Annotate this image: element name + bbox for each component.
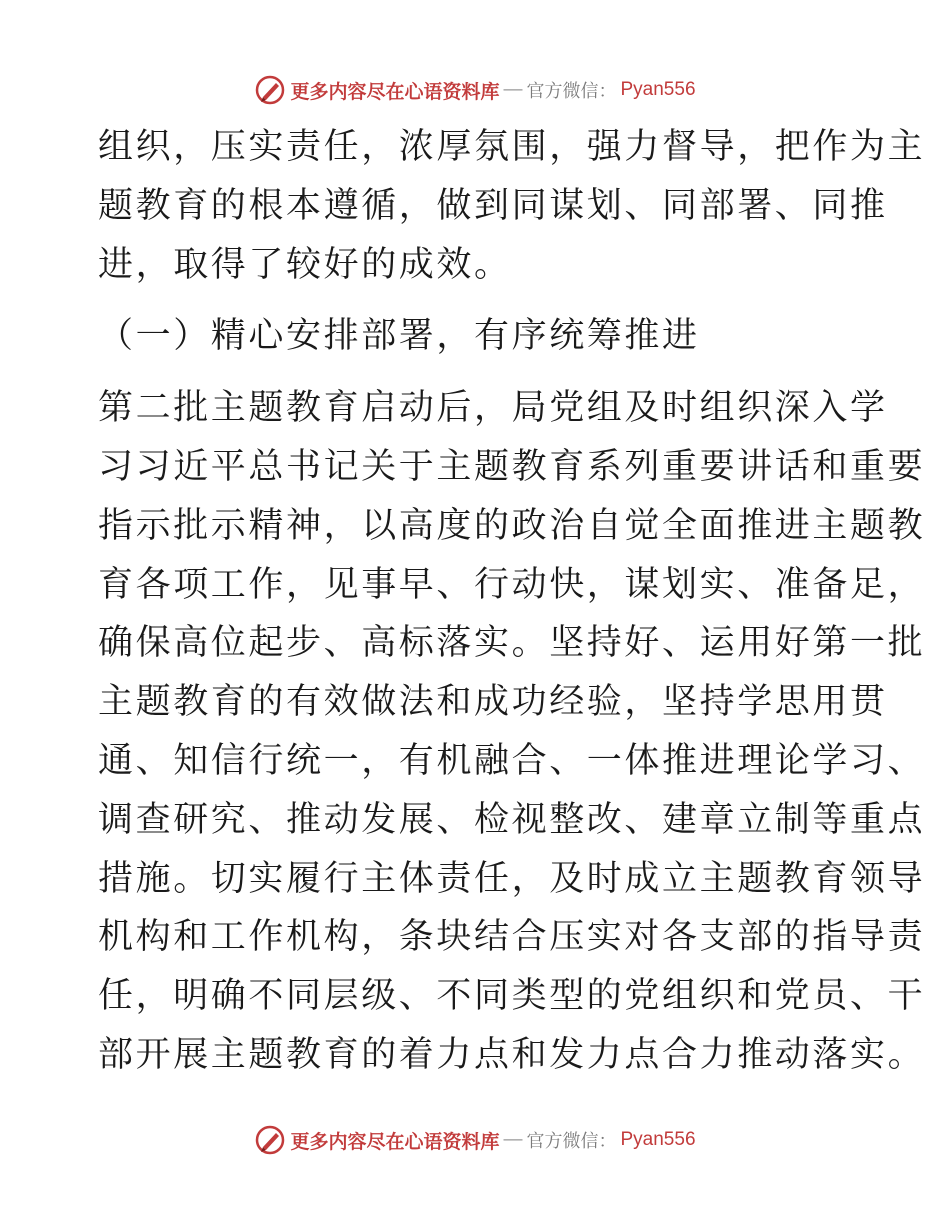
text-line: 育各项工作，见事早、行动快，谋划实、准备足， xyxy=(98,564,926,605)
header-watermark xyxy=(0,70,950,110)
footer-watermark xyxy=(0,1120,950,1160)
pen-seal-logo-icon xyxy=(254,74,286,106)
text-line: 确保高位起步、高标落实。坚持好、运用好第一批 xyxy=(98,623,926,664)
text-line: 进，取得了较好的成效。 xyxy=(98,244,512,285)
paragraph xyxy=(98,118,926,294)
watermark-separator: — xyxy=(503,1129,523,1150)
text-line: 调查研究、推动发展、检视整改、建章立制等重点 xyxy=(98,799,926,840)
text-line: 部开展主题教育的着力点和发力点合力推动落实。 xyxy=(98,1034,926,1075)
text-line: 机构和工作机构，条块结合压实对各支部的指导责 xyxy=(98,917,926,958)
text-line: 第二批主题教育启动后，局党组及时组织深入学 xyxy=(98,388,888,429)
watermark-text: 更多内容尽在心语资料库 xyxy=(290,80,500,103)
text-line: 指示批示精神，以高度的政治自觉全面推进主题教 xyxy=(98,505,926,546)
text-line: 习习近平总书记关于主题教育系列重要讲话和重要 xyxy=(98,446,926,487)
pen-seal-logo-icon xyxy=(254,1124,286,1156)
section-heading: （一）精心安排部署，有序统筹推进 xyxy=(98,316,700,357)
paragraph xyxy=(98,379,926,1085)
text-line: 任，明确不同层级、不同类型的党组织和党员、干 xyxy=(98,976,926,1017)
watermark-contact-id: Pyan556 xyxy=(620,79,696,100)
text-line: 通、知信行统一，有机融合、一体推进理论学习、 xyxy=(98,740,926,781)
watermark-contact-id: Pyan556 xyxy=(620,1129,696,1150)
document-body xyxy=(98,118,926,1085)
watermark-contact-label: 官方微信： xyxy=(526,81,617,102)
text-line: 措施。切实履行主体责任，及时成立主题教育领导 xyxy=(98,858,926,899)
watermark-text: 更多内容尽在心语资料库 xyxy=(290,1130,500,1153)
text-line: 组织，压实责任，浓厚氛围，强力督导，把作为主 xyxy=(98,127,926,167)
watermark-contact-label: 官方微信： xyxy=(526,1131,617,1152)
watermark-separator: — xyxy=(503,79,523,100)
text-line: 主题教育的有效做法和成功经验，坚持学思用贯 xyxy=(98,682,888,723)
text-line: 题教育的根本遵循，做到同谋划、同部署、同推 xyxy=(98,185,888,226)
